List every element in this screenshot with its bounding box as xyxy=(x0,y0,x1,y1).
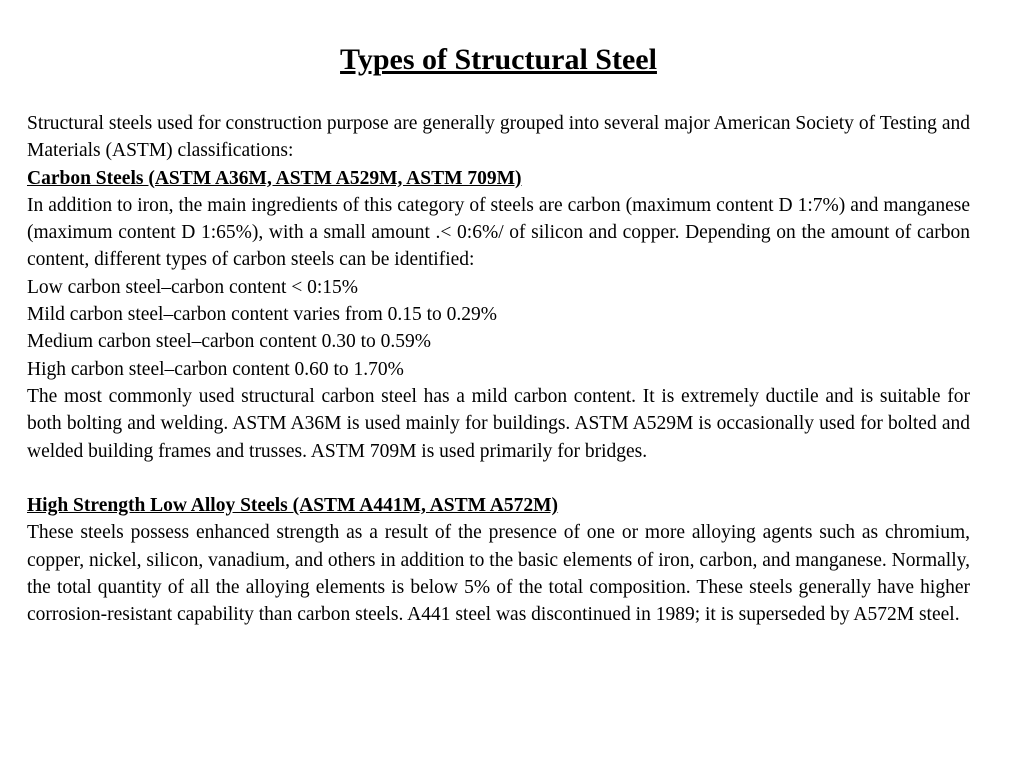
section-spacer xyxy=(27,465,970,492)
intro-paragraph: Structural steels used for construction purpose are generally grouped into several major American Society of Testing and Materials (ASTM) classifications: xyxy=(27,113,970,162)
page-title: Types of Structural Steel xyxy=(340,43,657,76)
carbon-steels-heading: Carbon Steels (ASTM A36M, ASTM A529M, ASTM 709M) xyxy=(27,167,522,189)
carbon-steels-closing: The most commonly used structural carbon steel has a mild carbon content. It is extremely ductile and is suitable for both bolting and welding. ASTM A36M is used mainly for buildings. ASTM A529M is occasionally used for bolted and welded building frames and trusses. ASTM 709M is used primarily for bridges. xyxy=(27,385,970,462)
hsla-steels-heading: High Strength Low Alloy Steels (ASTM A441M, ASTM A572M) xyxy=(27,495,559,517)
carbon-type-mild: Mild carbon steel–carbon content varies from 0.15 to 0.29% xyxy=(27,304,498,326)
carbon-type-high: High carbon steel–carbon content 0.60 to 1.70% xyxy=(27,358,404,380)
hsla-steels-body: These steels possess enhanced strength as a result of the presence of one or more alloying agents such as chromium, copper, nickel, silicon, vanadium, and others in addition to the basic elements of iron, carbon, and manganese. Normally, the total quantity of all the alloying elements is below 5% of the total composition. These steels generally have higher corrosion-resistant capability than carbon steels. A441 steel was discontinued in 1989; it is superseded by A572M steel. xyxy=(27,522,970,626)
carbon-type-medium: Medium carbon steel–carbon content 0.30 to 0.59% xyxy=(27,331,431,353)
carbon-type-low: Low carbon steel–carbon content < 0:15% xyxy=(27,276,359,298)
document-page xyxy=(27,40,970,629)
carbon-steels-body: In addition to iron, the main ingredients of this category of steels are carbon (maximum content D 1:7%) and manganese (maximum content D 1:65%), with a small amount .< 0:6%/ of silicon and copper. Depending on the amount of carbon content, different types of carbon steels can be identified: xyxy=(27,194,970,271)
